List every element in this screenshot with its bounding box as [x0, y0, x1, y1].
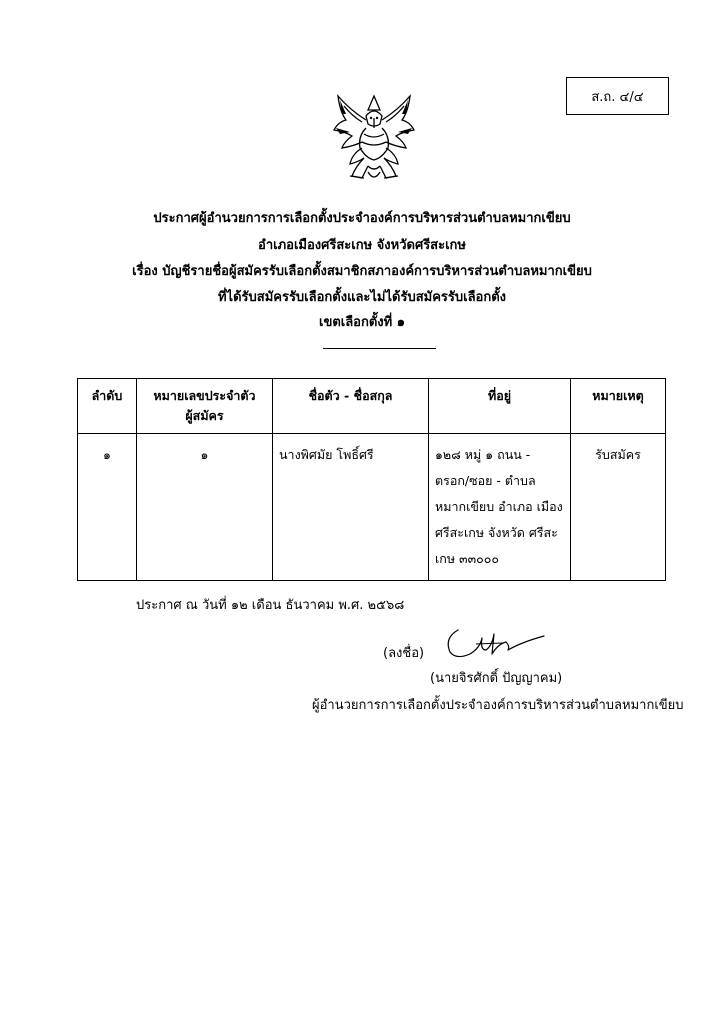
table-header-row	[78, 379, 666, 434]
district-province-line: อำเภอเมืองศรีสะเกษ จังหวัดศรีสะเกษ	[258, 238, 466, 253]
announcement-date: ประกาศ ณ วันที่ ๑๒ เดือน ธันวาคม พ.ศ. ๒๕๖๘	[136, 598, 405, 613]
subject-continuation-line: ที่ได้รับสมัครรับเลือกตั้งและไม่ได้รับสมัครรับเลือกตั้ง	[217, 290, 507, 305]
col-header-order: ลำดับ	[78, 379, 137, 434]
signer-position: ผู้อำนวยการการเลือกตั้งประจำองค์การบริหารส่วนตำบลหมากเขียบ	[312, 698, 684, 713]
col-header-remark: หมายเหตุ	[571, 379, 666, 434]
cell-order: ๑	[78, 434, 137, 581]
address-line: ตรอก/ซอย - ตำบล	[435, 473, 536, 488]
signer-name: (นายจิรศักดิ์ ปัญญาคม)	[430, 671, 563, 686]
col-header-address: ที่อยู่	[429, 379, 571, 434]
address-line: ศรีสะเกษ จังหวัด ศรีสะ	[435, 525, 558, 540]
address-line: เกษ ๓๓๐๐๐	[435, 551, 500, 566]
table-row	[78, 434, 666, 581]
garuda-emblem-icon	[332, 92, 416, 182]
form-code-box	[566, 77, 669, 115]
cell-address	[429, 434, 571, 581]
form-code-text: ส.ถ. ๔/๔	[591, 89, 644, 105]
col-header-full-name: ชื่อตัว - ชื่อสกุล	[273, 379, 429, 434]
heading-divider	[323, 348, 436, 349]
subject-line: เรื่อง บัญชีรายชื่อผู้สมัครรับเลือกตั้งสมาชิกสภาองค์การบริหารส่วนตำบลหมากเขียบ	[132, 264, 592, 279]
electoral-district-line: เขตเลือกตั้งที่ ๑	[319, 315, 405, 330]
announcement-title: ประกาศผู้อำนวยการการเลือกตั้งประจำองค์การบริหารส่วนตำบลหมากเขียบ	[153, 211, 571, 226]
cell-candidate-number: ๑	[137, 434, 273, 581]
handwritten-signature	[436, 624, 546, 664]
col-header-candidate-number: หมายเลขประจำตัว ผู้สมัคร	[137, 379, 273, 434]
cell-remark: รับสมัคร	[571, 434, 666, 581]
address-line: ๑๒๘ หมู่ ๑ ถนน -	[435, 447, 531, 462]
cell-full-name: นางพิศมัย โพธิ์ศรี	[273, 434, 429, 581]
candidate-table	[77, 378, 666, 581]
address-line: หมากเขียบ อำเภอ เมือง	[435, 499, 563, 514]
signature-label: (ลงชื่อ)	[383, 646, 425, 661]
